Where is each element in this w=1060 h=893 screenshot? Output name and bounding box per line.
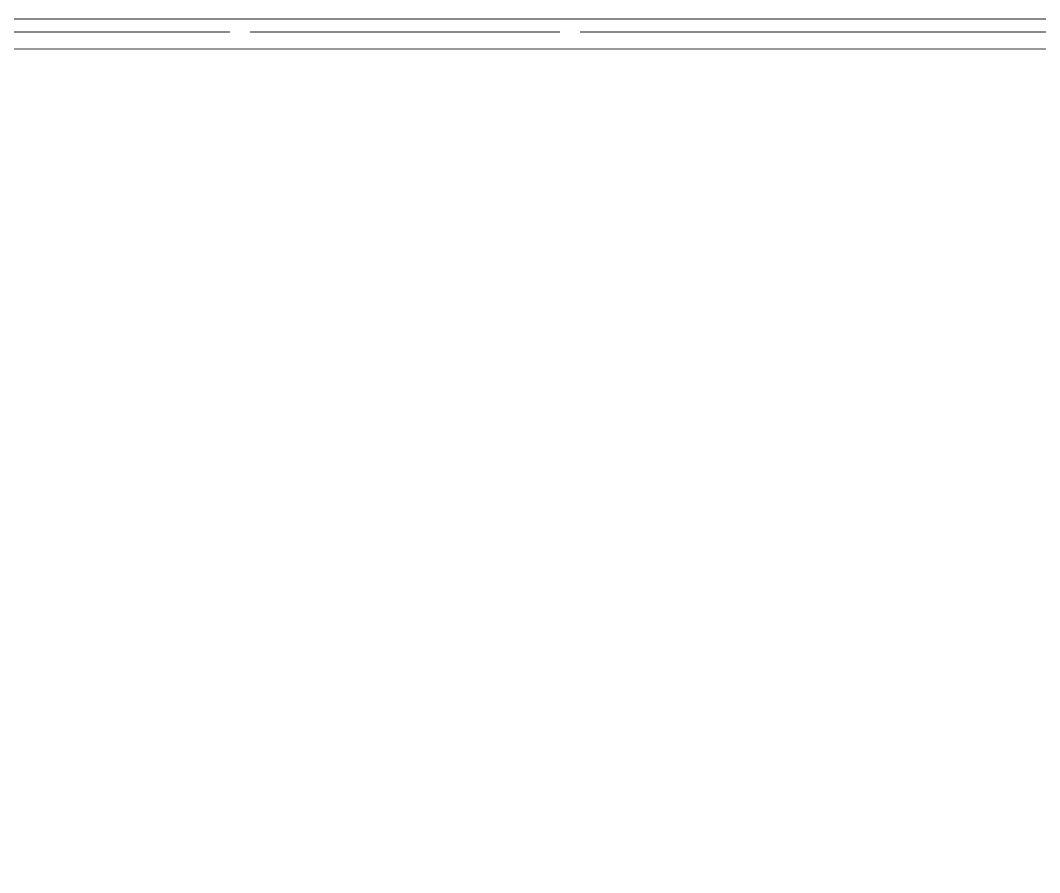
group-header-population <box>240 19 570 33</box>
table-container <box>14 18 1046 33</box>
doi-divider <box>14 48 1046 50</box>
group-header-row <box>14 19 1046 33</box>
page <box>0 0 1060 50</box>
group-header-study <box>14 19 240 33</box>
group-header-intervention <box>570 19 1046 33</box>
studies-table <box>14 18 1046 33</box>
